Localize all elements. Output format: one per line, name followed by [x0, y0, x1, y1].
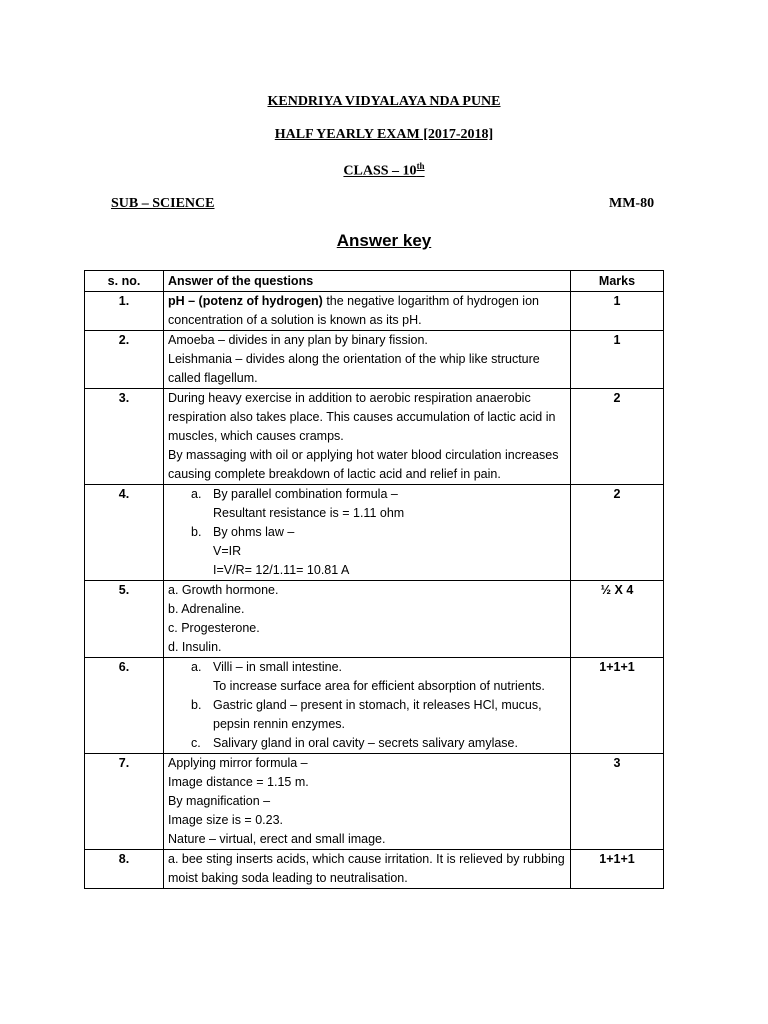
answer-line: Amoeba – divides in any plan by binary fission. [168, 333, 428, 347]
exam-title: HALF YEARLY EXAM [2017-2018] [274, 127, 494, 142]
subitem-text: Villi – in small intestine. [213, 660, 342, 674]
marks-value: 3 [571, 754, 664, 850]
answer-subitem [168, 523, 566, 542]
subitem-text: Gastric gland – present in stomach, it releases HCl, mucus, pepsin rennin enzymes. [213, 698, 542, 731]
page-title: Answer key [336, 231, 432, 250]
marks-value: ½ X 4 [571, 581, 664, 658]
col-header-answer: Answer of the questions [164, 271, 571, 292]
answer-line: a. Growth hormone. [168, 583, 279, 597]
answer-cell [164, 850, 571, 889]
table-header-row [85, 271, 664, 292]
row-number: 8. [85, 850, 164, 889]
marks-value: 2 [571, 389, 664, 485]
subitem-label: b. [191, 525, 202, 539]
answer-cell [164, 754, 571, 850]
marks-value: 1 [571, 331, 664, 389]
answer-cell [164, 581, 571, 658]
subject-label: SUB – SCIENCE [111, 196, 215, 211]
table-row [85, 292, 664, 331]
answer-line: By massaging with oil or applying hot water blood circulation increases causing complete breakdown of lactic acid and relief in pain. [168, 448, 559, 481]
answer-line: Image size is = 0.23. [168, 813, 283, 827]
answer-definition: the negative logarithm of hydrogen ion concentration of a solution is known as its pH. [168, 294, 539, 327]
answer-line: b. Adrenaline. [168, 602, 245, 616]
answer-cell [164, 389, 571, 485]
answer-line: Image distance = 1.15 m. [168, 775, 309, 789]
class-suffix: th [416, 161, 425, 171]
row-number: 5. [85, 581, 164, 658]
answer-subitem [168, 658, 566, 677]
answer-line: During heavy exercise in addition to aerobic respiration anaerobic respiration also takes place. This causes accumulation of lactic acid in muscles, which causes cramps. [168, 391, 556, 443]
answer-line: a. bee sting inserts acids, which cause irritation. It is relieved by rubbing moist baking soda leading to neutralisation. [168, 852, 565, 885]
row-number: 3. [85, 389, 164, 485]
subitem-text: By parallel combination formula – [213, 487, 398, 501]
table-row [85, 754, 664, 850]
answer-line: Leishmania – divides along the orientation of the whip like structure called flagellum. [168, 352, 540, 385]
answer-line: Nature – virtual, erect and small image. [168, 832, 386, 846]
table-row [85, 581, 664, 658]
marks-value: 1 [571, 292, 664, 331]
answer-term: pH – (potenz of hydrogen) [168, 294, 323, 308]
answer-line: By magnification – [168, 794, 271, 808]
marks-value: 2 [571, 485, 664, 581]
class-line [0, 161, 768, 180]
answer-subitem [168, 734, 566, 753]
subitem-detail: Resultant resistance is = 1.11 ohm [213, 506, 405, 520]
table-row [85, 658, 664, 754]
row-number: 4. [85, 485, 164, 581]
answer-subitem [168, 485, 566, 504]
row-number: 7. [85, 754, 164, 850]
row-number: 2. [85, 331, 164, 389]
subitem-detail: V=IR [213, 544, 242, 558]
max-marks: MM-80 [609, 196, 655, 211]
subitem-text: By ohms law – [213, 525, 295, 539]
answer-line: d. Insulin. [168, 640, 222, 654]
answer-line: Applying mirror formula – [168, 756, 308, 770]
col-header-sno: s. no. [85, 271, 164, 292]
answer-key-table [84, 270, 664, 889]
answer-cell [164, 485, 571, 581]
marks-value: 1+1+1 [571, 850, 664, 889]
subitem-text: Salivary gland in oral cavity – secrets salivary amylase. [213, 736, 518, 750]
subitem-label: b. [191, 698, 202, 712]
table-row [85, 850, 664, 889]
col-header-marks: Marks [571, 271, 664, 292]
subitem-label: a. [191, 660, 202, 674]
answer-cell [164, 658, 571, 754]
row-number: 6. [85, 658, 164, 754]
subitem-detail: To increase surface area for efficient absorption of nutrients. [213, 679, 545, 693]
answer-cell [164, 292, 571, 331]
table-row [85, 331, 664, 389]
row-number: 1. [85, 292, 164, 331]
answer-line: c. Progesterone. [168, 621, 260, 635]
answer-text [168, 292, 566, 330]
answer-subitem [168, 696, 566, 734]
subitem-label: c. [191, 736, 201, 750]
answer-cell [164, 331, 571, 389]
table-row [85, 485, 664, 581]
subitem-detail: I=V/R= 12/1.11= 10.81 A [213, 563, 350, 577]
marks-value: 1+1+1 [571, 658, 664, 754]
subitem-label: a. [191, 487, 202, 501]
school-name: KENDRIYA VIDYALAYA NDA PUNE [267, 94, 501, 109]
table-row [85, 389, 664, 485]
class-label: CLASS – 10 [343, 163, 417, 179]
